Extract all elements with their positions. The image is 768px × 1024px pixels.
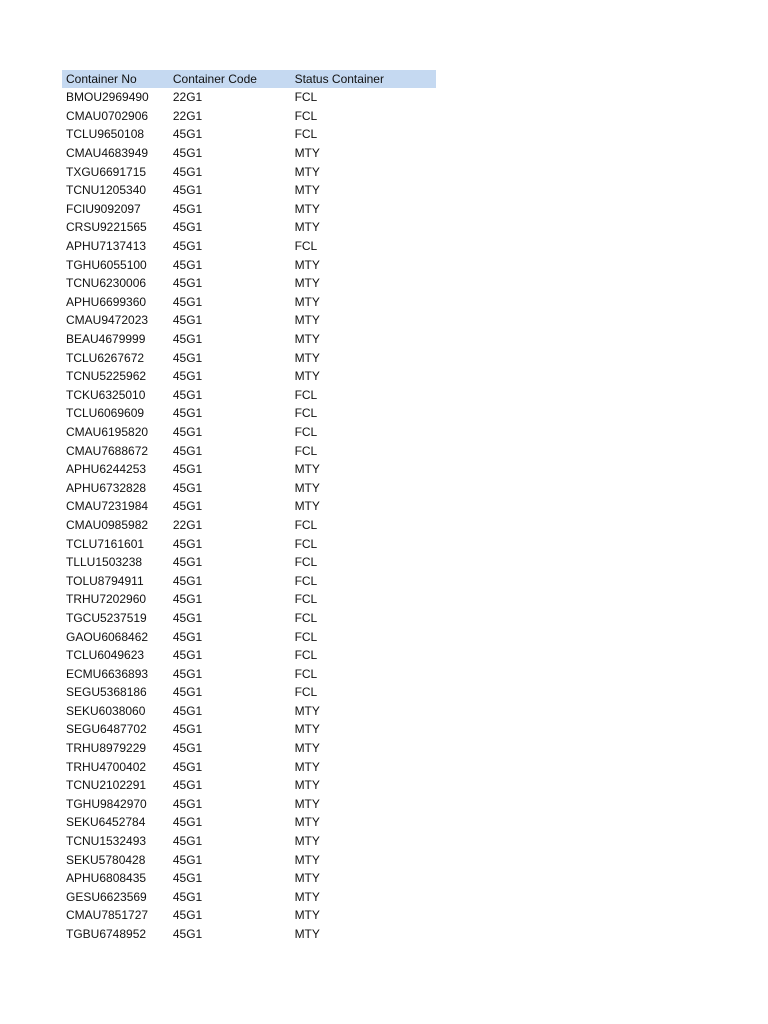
cell-container-no: CMAU6195820 <box>66 424 149 439</box>
cell-container-code: 45G1 <box>172 424 203 439</box>
table-row <box>62 478 436 497</box>
cell-status: MTY <box>294 815 320 830</box>
cell-container-code: 45G1 <box>172 146 203 161</box>
cell-container-code: 45G1 <box>172 629 203 644</box>
table-row <box>62 330 436 349</box>
cell-container-no: TGHU6055100 <box>66 257 147 272</box>
cell-container-code: 45G1 <box>172 648 203 663</box>
cell-status: MTY <box>294 350 320 365</box>
table-row <box>62 88 436 107</box>
cell-container-no: BMOU2969490 <box>66 90 149 105</box>
cell-container-no: TCLU7161601 <box>66 536 145 551</box>
cell-container-code: 45G1 <box>172 555 203 570</box>
table-row <box>62 739 436 758</box>
table-row <box>62 144 436 163</box>
cell-container-code: 45G1 <box>172 127 203 142</box>
cell-container-code: 45G1 <box>172 276 203 291</box>
table-row <box>62 553 436 572</box>
cell-status: FCL <box>294 648 318 663</box>
cell-container-no: TGCU5237519 <box>66 610 147 625</box>
cell-container-no: TCLU6267672 <box>66 350 145 365</box>
table-row <box>62 702 436 721</box>
cell-status: MTY <box>294 741 320 756</box>
cell-container-no: TRHU4700402 <box>66 759 147 774</box>
cell-status: FCL <box>294 666 318 681</box>
cell-status: FCL <box>294 555 318 570</box>
cell-container-code: 45G1 <box>172 741 203 756</box>
table-row <box>62 888 436 907</box>
cell-status: MTY <box>294 796 320 811</box>
cell-container-code: 45G1 <box>172 871 203 886</box>
cell-container-no: SEKU6452784 <box>66 815 146 830</box>
cell-container-code: 45G1 <box>172 536 203 551</box>
cell-container-no: TCNU6230006 <box>66 276 147 291</box>
cell-container-code: 45G1 <box>172 815 203 830</box>
cell-container-code: 45G1 <box>172 685 203 700</box>
cell-container-code: 45G1 <box>172 201 203 216</box>
cell-container-code: 45G1 <box>172 592 203 607</box>
table-row <box>62 627 436 646</box>
header-container-code: Container Code <box>172 72 257 86</box>
cell-container-code: 22G1 <box>172 108 203 123</box>
cell-container-code: 45G1 <box>172 183 203 198</box>
container-table <box>62 70 436 943</box>
cell-container-code: 45G1 <box>172 350 203 365</box>
table-row <box>62 107 436 126</box>
cell-container-code: 45G1 <box>172 443 203 458</box>
table-row <box>62 255 436 274</box>
table-row <box>62 162 436 181</box>
cell-status: MTY <box>294 183 320 198</box>
table-row <box>62 367 436 386</box>
cell-status: FCL <box>294 108 318 123</box>
cell-container-code: 45G1 <box>172 722 203 737</box>
cell-status: FCL <box>294 387 318 402</box>
cell-container-code: 45G1 <box>172 889 203 904</box>
cell-container-no: SEKU5780428 <box>66 852 146 867</box>
header-container-no: Container No <box>66 72 137 86</box>
cell-container-no: TGBU6748952 <box>66 927 147 942</box>
table-row <box>62 813 436 832</box>
cell-container-no: TRHU7202960 <box>66 592 147 607</box>
cell-status: FCL <box>294 517 318 532</box>
cell-container-no: CMAU7851727 <box>66 908 149 923</box>
cell-container-code: 45G1 <box>172 480 203 495</box>
cell-container-code: 45G1 <box>172 387 203 402</box>
cell-container-code: 45G1 <box>172 927 203 942</box>
cell-container-no: CMAU4683949 <box>66 146 149 161</box>
cell-status: FCL <box>294 592 318 607</box>
table-row <box>62 274 436 293</box>
table-row <box>62 832 436 851</box>
table-row <box>62 125 436 144</box>
cell-status: MTY <box>294 294 320 309</box>
cell-container-no: FCIU9092097 <box>66 201 141 216</box>
cell-container-no: CMAU9472023 <box>66 313 149 328</box>
cell-status: MTY <box>294 201 320 216</box>
cell-container-no: CRSU9221565 <box>66 220 147 235</box>
cell-container-no: APHU6732828 <box>66 480 147 495</box>
cell-container-no: ECMU6636893 <box>66 666 149 681</box>
cell-container-no: TXGU6691715 <box>66 164 147 179</box>
table-row <box>62 348 436 367</box>
cell-container-no: TCLU6049623 <box>66 648 145 663</box>
cell-status: FCL <box>294 239 318 254</box>
cell-container-code: 45G1 <box>172 332 203 347</box>
cell-container-code: 45G1 <box>172 313 203 328</box>
cell-status: FCL <box>294 629 318 644</box>
cell-container-no: APHU6244253 <box>66 462 147 477</box>
table-row <box>62 311 436 330</box>
cell-status: MTY <box>294 852 320 867</box>
cell-status: MTY <box>294 332 320 347</box>
cell-status: MTY <box>294 499 320 514</box>
cell-container-no: CMAU7231984 <box>66 499 149 514</box>
cell-container-no: TCNU5225962 <box>66 369 147 384</box>
cell-container-no: CMAU0702906 <box>66 108 149 123</box>
cell-container-code: 45G1 <box>172 908 203 923</box>
cell-container-no: TCLU6069609 <box>66 406 145 421</box>
cell-container-no: SEGU6487702 <box>66 722 147 737</box>
cell-status: MTY <box>294 276 320 291</box>
cell-container-no: TGHU9842970 <box>66 796 147 811</box>
cell-container-no: TCNU2102291 <box>66 778 147 793</box>
cell-status: MTY <box>294 313 320 328</box>
cell-status: FCL <box>294 536 318 551</box>
cell-status: MTY <box>294 722 320 737</box>
table-row <box>62 534 436 553</box>
cell-container-no: TCNU1532493 <box>66 834 147 849</box>
table-row <box>62 441 436 460</box>
cell-status: MTY <box>294 927 320 942</box>
cell-container-no: GESU6623569 <box>66 889 147 904</box>
table-row <box>62 386 436 405</box>
table-row <box>62 776 436 795</box>
cell-container-code: 45G1 <box>172 499 203 514</box>
cell-container-no: APHU7137413 <box>66 239 147 254</box>
cell-container-code: 22G1 <box>172 517 203 532</box>
cell-container-no: TLLU1503238 <box>66 555 143 570</box>
table-row <box>62 497 436 516</box>
table-row <box>62 460 436 479</box>
table-row <box>62 516 436 535</box>
cell-status: MTY <box>294 462 320 477</box>
table-row <box>62 293 436 312</box>
table-row <box>62 646 436 665</box>
cell-container-code: 45G1 <box>172 666 203 681</box>
cell-container-code: 45G1 <box>172 220 203 235</box>
cell-container-no: GAOU6068462 <box>66 629 149 644</box>
table-row <box>62 906 436 925</box>
cell-container-code: 45G1 <box>172 294 203 309</box>
table-row <box>62 795 436 814</box>
cell-status: MTY <box>294 834 320 849</box>
cell-status: MTY <box>294 369 320 384</box>
table-row <box>62 571 436 590</box>
table-row <box>62 200 436 219</box>
cell-status: FCL <box>294 127 318 142</box>
cell-container-code: 45G1 <box>172 369 203 384</box>
cell-container-no: CMAU7688672 <box>66 443 149 458</box>
cell-status: FCL <box>294 573 318 588</box>
cell-container-code: 45G1 <box>172 462 203 477</box>
cell-container-code: 45G1 <box>172 703 203 718</box>
cell-container-code: 45G1 <box>172 778 203 793</box>
cell-status: FCL <box>294 610 318 625</box>
cell-container-no: TCKU6325010 <box>66 387 146 402</box>
cell-status: FCL <box>294 685 318 700</box>
cell-container-code: 45G1 <box>172 573 203 588</box>
cell-status: MTY <box>294 778 320 793</box>
cell-status: MTY <box>294 759 320 774</box>
cell-container-code: 45G1 <box>172 796 203 811</box>
table-row <box>62 869 436 888</box>
cell-status: MTY <box>294 871 320 886</box>
cell-container-no: CMAU0985982 <box>66 517 149 532</box>
cell-container-no: APHU6699360 <box>66 294 147 309</box>
cell-status: MTY <box>294 220 320 235</box>
table-body <box>62 88 436 943</box>
table-row <box>62 757 436 776</box>
cell-status: MTY <box>294 703 320 718</box>
table-header-row <box>62 70 436 88</box>
cell-container-no: BEAU4679999 <box>66 332 146 347</box>
cell-status: FCL <box>294 90 318 105</box>
table-row <box>62 720 436 739</box>
cell-status: MTY <box>294 908 320 923</box>
cell-container-no: APHU6808435 <box>66 871 147 886</box>
cell-status: FCL <box>294 424 318 439</box>
table-row <box>62 218 436 237</box>
table-row <box>62 925 436 944</box>
cell-status: MTY <box>294 889 320 904</box>
header-status-container: Status Container <box>294 72 384 86</box>
cell-container-code: 45G1 <box>172 834 203 849</box>
cell-container-code: 45G1 <box>172 759 203 774</box>
table-row <box>62 404 436 423</box>
cell-container-no: TRHU8979229 <box>66 741 147 756</box>
cell-container-code: 45G1 <box>172 164 203 179</box>
cell-container-no: TCNU1205340 <box>66 183 147 198</box>
cell-status: MTY <box>294 146 320 161</box>
cell-status: MTY <box>294 257 320 272</box>
cell-container-code: 45G1 <box>172 239 203 254</box>
cell-status: MTY <box>294 164 320 179</box>
cell-container-code: 45G1 <box>172 257 203 272</box>
cell-container-no: TCLU9650108 <box>66 127 145 142</box>
cell-container-code: 45G1 <box>172 852 203 867</box>
cell-container-code: 45G1 <box>172 406 203 421</box>
cell-status: FCL <box>294 406 318 421</box>
table-row <box>62 590 436 609</box>
table-row <box>62 850 436 869</box>
table-row <box>62 683 436 702</box>
table-row <box>62 609 436 628</box>
cell-container-no: SEGU5368186 <box>66 685 147 700</box>
cell-status: MTY <box>294 480 320 495</box>
cell-status: FCL <box>294 443 318 458</box>
cell-container-no: SEKU6038060 <box>66 703 146 718</box>
table-row <box>62 237 436 256</box>
table-row <box>62 664 436 683</box>
table-row <box>62 181 436 200</box>
cell-container-no: TOLU8794911 <box>66 573 144 588</box>
table-row <box>62 423 436 442</box>
cell-container-code: 22G1 <box>172 90 203 105</box>
cell-container-code: 45G1 <box>172 610 203 625</box>
